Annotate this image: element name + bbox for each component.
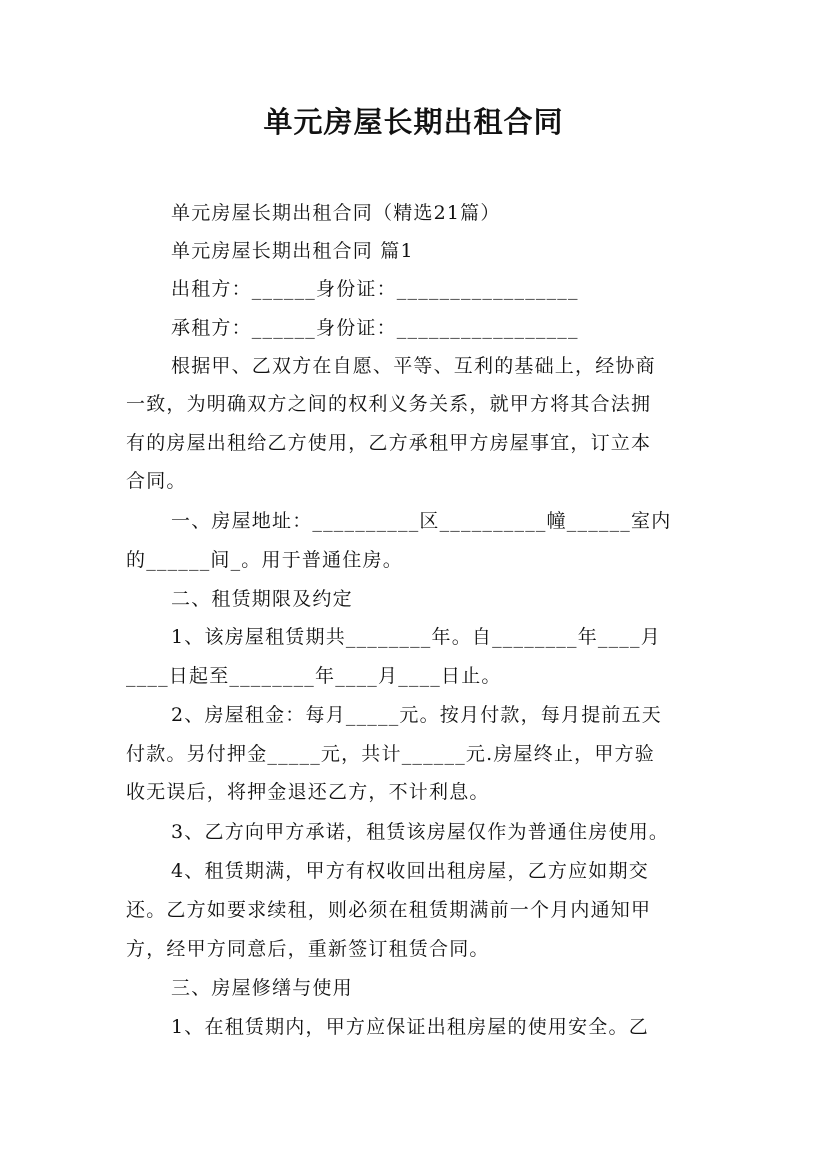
clause-line: 方，经甲方同意后，重新签订租赁合同。 [126, 938, 490, 960]
lessor-line: 出租方：______身份证：_________________ [171, 278, 579, 300]
clause-line: 收无误后，将押金退还乙方，不计利息。 [126, 781, 490, 803]
lessee-line: 承租方：______身份证：_________________ [171, 317, 579, 339]
clause-line: 还。乙方如要求续租，则必须在租赁期满前一个月内通知甲 [126, 899, 652, 921]
clause-line: 2、房屋租金：每月_____元。按月付款，每月提前五天 [171, 704, 662, 726]
subtitle-line: 单元房屋长期出租合同（精选21篇） [171, 202, 501, 224]
paragraph-line: 的______间_。用于普通住房。 [126, 549, 403, 571]
clause-heading-line: 三、房屋修缮与使用 [171, 977, 353, 999]
clause-line: 4、租赁期满，甲方有权收回出租房屋，乙方应如期交 [171, 860, 649, 882]
clause-heading-line: 二、租赁期限及约定 [171, 588, 353, 610]
document-title: 单元房屋长期出租合同 [263, 105, 564, 139]
section-heading-line: 单元房屋长期出租合同 篇1 [171, 240, 414, 262]
paragraph-line: 根据甲、乙双方在自愿、平等、互利的基础上，经协商 [171, 355, 656, 377]
paragraph-line: 一致，为明确双方之间的权利义务关系，就甲方将其合法拥 [126, 393, 652, 415]
clause-line: ____日起至________年____月____日止。 [126, 665, 502, 687]
paragraph-line: 合同。 [126, 470, 187, 492]
clause-line: 1、该房屋租赁期共________年。自________年____月 [171, 626, 661, 648]
address-line: 一、房屋地址：__________区__________幢______室内 [171, 510, 672, 532]
clause-line: 3、乙方向甲方承诺，租赁该房屋仅作为普通住房使用。 [171, 821, 670, 843]
clause-line: 1、在租赁期内，甲方应保证出租房屋的使用安全。乙 [171, 1016, 649, 1038]
paragraph-line: 有的房屋出租给乙方使用，乙方承租甲方房屋事宜，订立本 [126, 432, 652, 454]
clause-line: 付款。另付押金_____元，共计______元.房屋终止，甲方验 [126, 743, 655, 765]
